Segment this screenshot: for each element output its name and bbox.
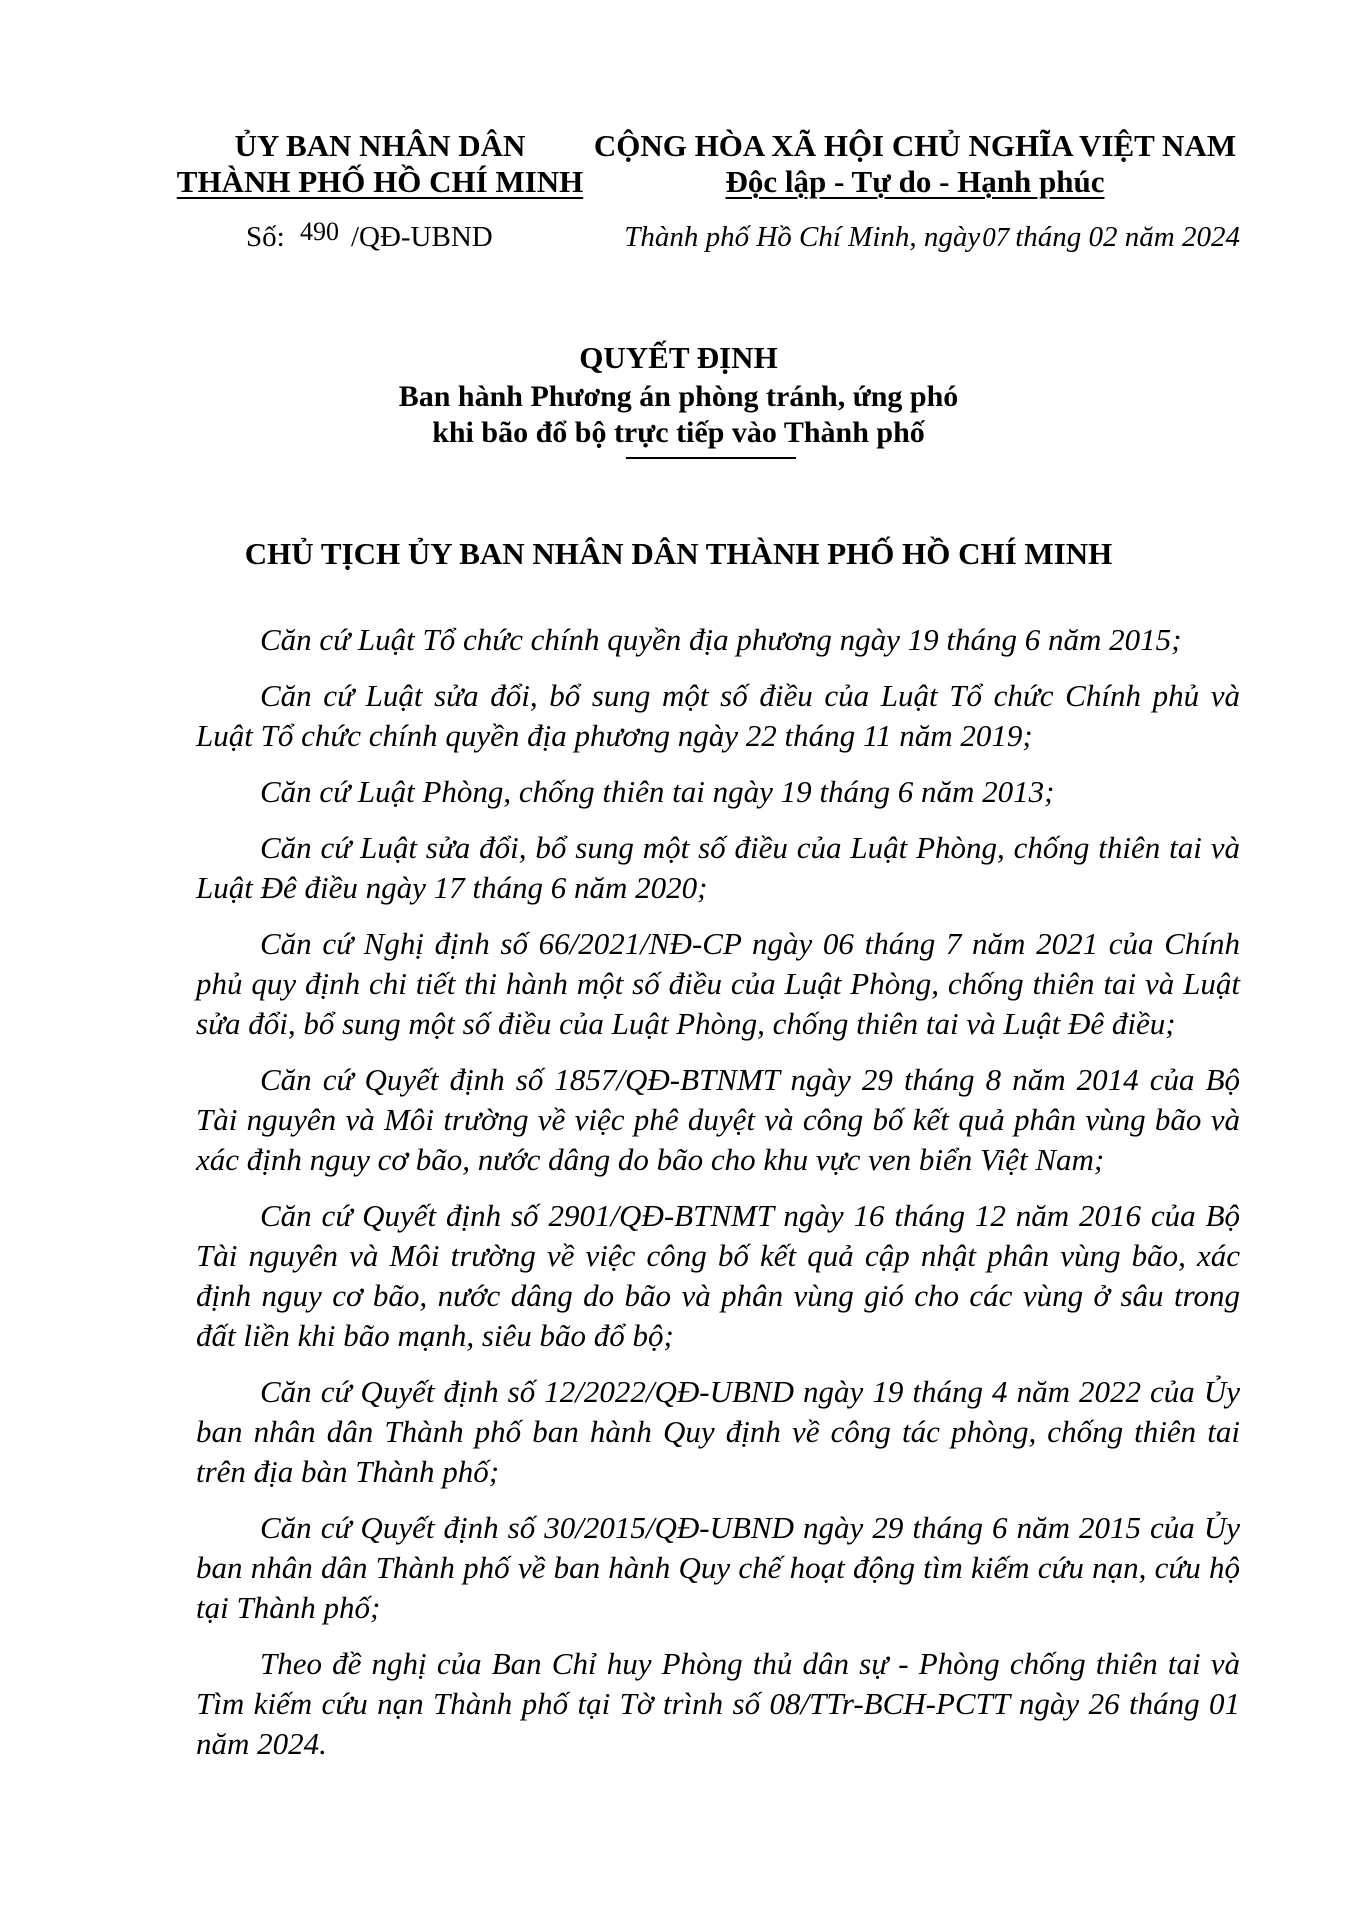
document-title: QUYẾT ĐỊNH — [579, 340, 778, 375]
number-suffix: /QĐ-UBND — [350, 221, 493, 253]
preamble — [196, 620, 1240, 1780]
place-date — [624, 220, 1240, 254]
preamble-paragraph: Căn cứ Quyết định số 30/2015/QĐ-UBND ngày 29 tháng 6 năm 2015 của Ủy ban nhân dân Thành phố về ban hành Quy chế hoạt động tìm kiếm cứu nạn, cứu hộ tại Thành phố; — [196, 1510, 1240, 1625]
title-divider — [626, 457, 796, 459]
agency-name-line1: ỦY BAN NHÂN DÂN — [234, 128, 526, 163]
national-motto — [590, 164, 1240, 200]
place-date-suffix: tháng 02 năm 2024 — [1015, 221, 1240, 253]
agency-name-line2-text: THÀNH PHỐ HỒ CHÍ MINH — [176, 164, 584, 199]
preamble-paragraph: Căn cứ Luật sửa đổi, bổ sung một số điều của Luật Phòng, chống thiên tai và Luật Đê điều ngày 17 tháng 6 năm 2020; — [196, 830, 1240, 905]
preamble-paragraph: Căn cứ Quyết định số 2901/QĐ-BTNMT ngày 16 tháng 12 năm 2016 của Bộ Tài nguyên và Môi trường về việc công bố kết quả cập nhật phân vùng bão, xác định nguy cơ bão, nước dâng do bão và phân vùng gió cho các vùng ở sâu trong đất liền khi bão mạnh, siêu bão đổ bộ; — [196, 1198, 1240, 1353]
national-motto-text: Độc lập - Tự do - Hạnh phúc — [725, 164, 1105, 199]
preamble-paragraph: Căn cứ Luật Phòng, chống thiên tai ngày 19 tháng 6 năm 2013; — [260, 774, 1055, 809]
nation-name: CỘNG HÒA XÃ HỘI CHỦ NGHĨA VIỆT NAM — [593, 128, 1237, 163]
document-number — [246, 217, 493, 255]
issuing-authority: CHỦ TỊCH ỦY BAN NHÂN DÂN THÀNH PHỐ HỒ CHÍ MINH — [244, 536, 1113, 571]
preamble-paragraph: Theo đề nghị của Ban Chỉ huy Phòng thủ dân sự - Phòng chống thiên tai và Tìm kiếm cứu nạn Thành phố tại Tờ trình số 08/TTr-BCH-PCTT ngày 26 tháng 01 năm 2024. — [196, 1646, 1240, 1761]
preamble-paragraph: Căn cứ Nghị định số 66/2021/NĐ-CP ngày 06 tháng 7 năm 2021 của Chính phủ quy định chi tiết thi hành một số điều của Luật Phòng, chống thiên tai và Luật sửa đổi, bổ sung một số điều của Luật Phòng, chống thiên tai và Luật Đê điều; — [196, 926, 1240, 1041]
agency-name-line2 — [170, 164, 590, 200]
number-label: Số: — [246, 221, 285, 253]
place-date-prefix: Thành phố Hồ Chí Minh, ngày — [624, 221, 981, 253]
preamble-paragraph: Căn cứ Quyết định số 1857/QĐ-BTNMT ngày 29 tháng 8 năm 2014 của Bộ Tài nguyên và Môi trường về việc phê duyệt và công bố kết quả phân vùng bão và xác định nguy cơ bão, nước dâng do bão cho khu vực ven biển Việt Nam; — [196, 1062, 1240, 1177]
preamble-paragraph: Căn cứ Quyết định số 12/2022/QĐ-UBND ngày 19 tháng 4 năm 2022 của Ủy ban nhân dân Thành phố ban hành Quy định về công tác phòng, chống thiên tai trên địa bàn Thành phố; — [196, 1374, 1240, 1489]
document-subtitle-line1: Ban hành Phương án phòng tránh, ứng phó — [398, 380, 959, 413]
preamble-paragraph: Căn cứ Luật sửa đổi, bổ sung một số điều của Luật Tổ chức Chính phủ và Luật Tổ chức chính quyền địa phương ngày 22 tháng 11 năm 2019; — [196, 678, 1240, 753]
date-day: 07 — [982, 222, 1010, 252]
preamble-paragraph: Căn cứ Luật Tổ chức chính quyền địa phương ngày 19 tháng 6 năm 2015; — [260, 622, 1182, 657]
number-value: 490 — [299, 217, 339, 246]
document-subtitle-line2: khi bão đổ bộ trực tiếp vào Thành phố — [432, 416, 925, 449]
